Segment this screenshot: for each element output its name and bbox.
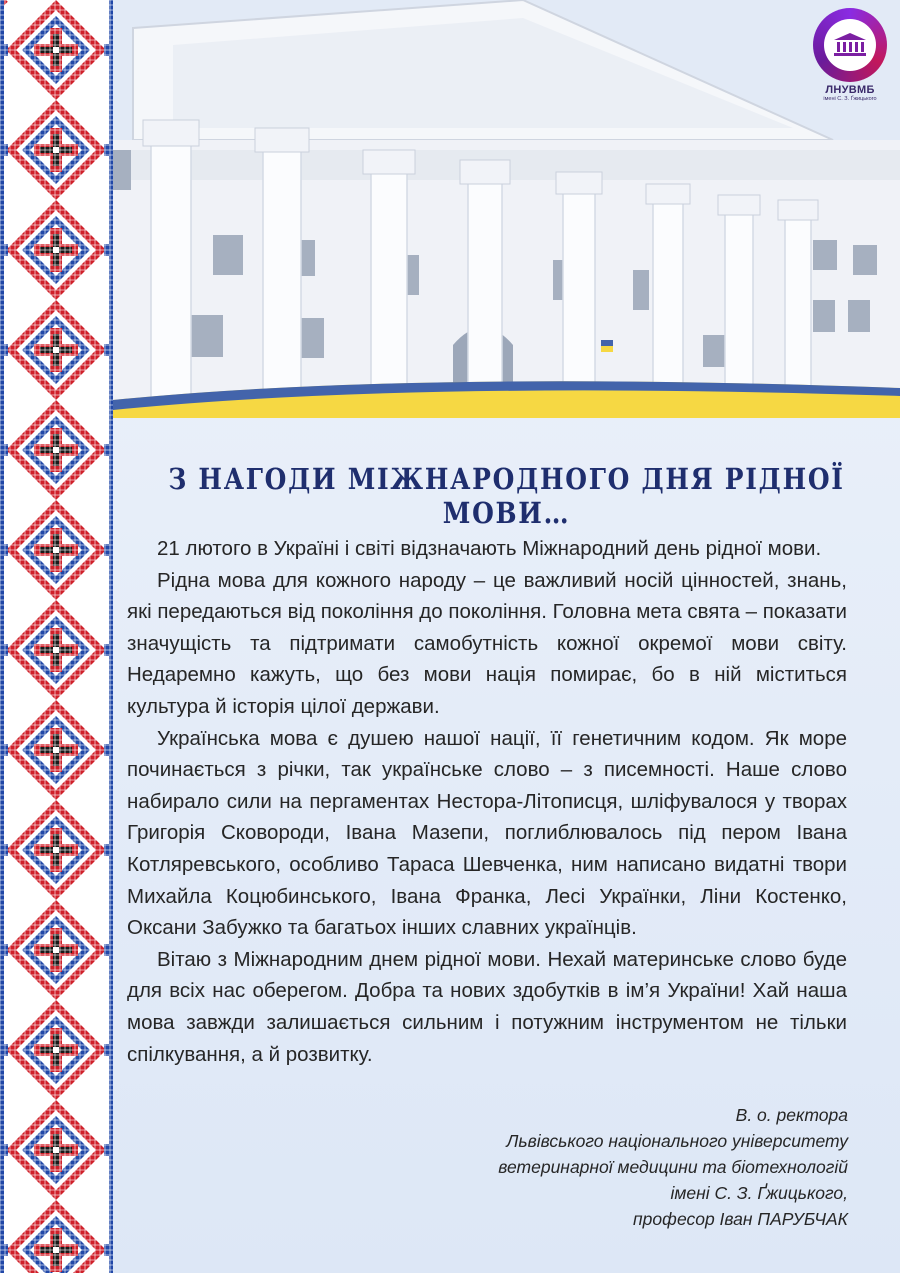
logo-inner — [824, 19, 876, 71]
university-building-photo — [113, 0, 900, 418]
signature-line: Львівського національного університету — [506, 1131, 848, 1151]
signature-line: В. о. ректора — [735, 1105, 848, 1125]
logo-subtitle: імені С. З. Ґжицького — [823, 96, 877, 102]
page-title: З НАГОДИ МІЖНАРОДНОГО ДНЯ РІДНОЇ МОВИ… — [168, 462, 845, 530]
building-illustration — [113, 0, 900, 418]
paragraph: Вітаю з Міжнародним днем рідної мови. Нехай материнське слово буде для всіх нас оберегом. Добра та нових здобутків в ім’я України! Хай наша мова завжди залишається сильним і потужним інструментом не тільки спілкування, а й розвитку. — [127, 947, 847, 1066]
library-icon — [833, 32, 867, 58]
paragraph: 21 лютого в Україні і світі відзначають Міжнародний день рідної мови. — [157, 537, 822, 560]
signature-block — [328, 1102, 848, 1232]
logo-name: ЛНУВМБ — [825, 84, 875, 96]
embroidery-ornament-border — [0, 0, 113, 1273]
signature-line: ветеринарної медицини та біотехнологій — [498, 1157, 848, 1177]
greeting-text — [127, 533, 847, 1070]
signature-line: імені С. З. Ґжицького, — [670, 1183, 848, 1203]
paragraph: Українська мова є душею нашої нації, її генетичним кодом. Як море починається з річки, так українське слово – з писемності. Наше слово набирало сили на пергаментах Нестора-Літописця, шліфувалося у творах Григорія Сковороди, Івана Мазепи, поглиблювалось під пером Івана Котляревського, особливо Тараса Шевченка, ним написано видатні твори Михайла Коцюбинського, Івана Франка, Лесі Українки, Ліни Костенко, Оксани Забужко та багатьох інших славних українців. — [127, 726, 847, 940]
embroidery-pattern — [0, 0, 113, 1273]
university-logo — [810, 8, 890, 118]
signature-line: професор Іван ПАРУБЧАК — [633, 1209, 848, 1229]
logo-ring — [813, 8, 887, 82]
paragraph: Рідна мова для кожного народу – це важливий носій цінностей, знань, які передаються від покоління до покоління. Головна мета свята – показати значущість та підтримати самобутність кожної окремої мови світу. Недаремно кажуть, що без мови нація помирає, бо в ній міститься культура й історія цілої держави. — [127, 568, 847, 718]
